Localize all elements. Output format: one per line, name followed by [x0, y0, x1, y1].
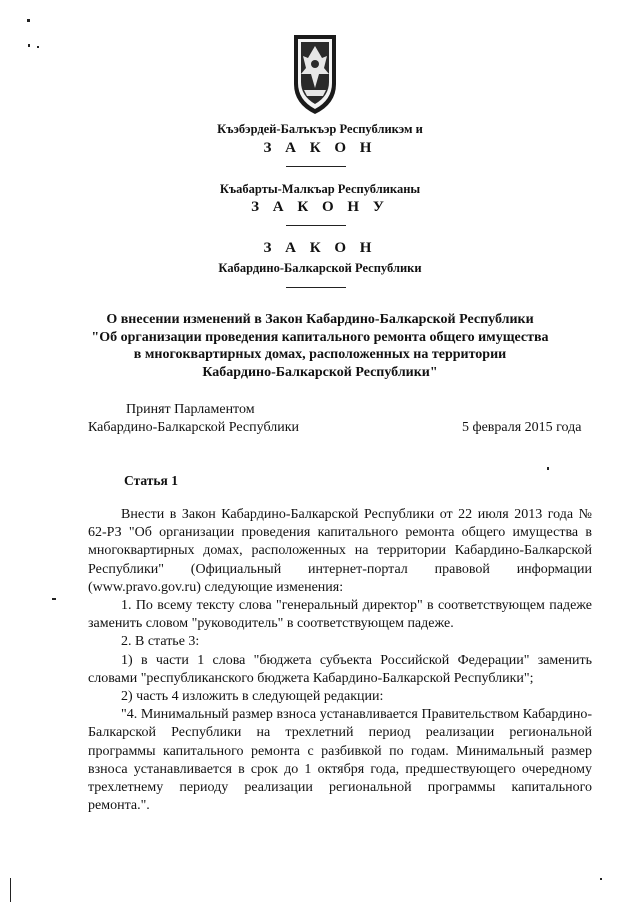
russian-law-title: З А К О Н	[263, 240, 377, 256]
divider-rule	[286, 225, 346, 226]
law-title-line: Кабардино-Балкарской Республики"	[202, 364, 438, 380]
law-title-line: "Об организации проведения капитального ремонта общего имущества	[91, 329, 549, 345]
article-paragraph: 2) часть 4 изложить в следующей редакции:	[121, 689, 384, 705]
scan-speck	[547, 467, 549, 470]
adopted-by-text: Принят Парламентом	[126, 402, 255, 417]
scan-edge-mark	[10, 878, 11, 902]
article-paragraph: 1. По всему тексту слова "генеральный директор" в соответствующем падеже заменить словом "руководитель" в соответствующем падеже.	[88, 598, 592, 632]
article-body	[88, 506, 592, 815]
article-paragraph: Внести в Закон Кабардино-Балкарской Республики от 22 июля 2013 года № 62-РЗ "Об организации проведения капитального ремонта общего имущества в многоквартирных домах, расположенных на территории Кабардино-Балкарской Республики" (Официальный интернет-портал правовой информации (www.pravo.gov.ru) следующие изменения:	[88, 507, 592, 595]
scan-speck	[28, 44, 30, 47]
article-paragraph: 2. В статье 3:	[121, 634, 200, 650]
article-paragraph: "4. Минимальный размер взноса устанавливается Правительством Кабардино-Балкарской Республики на трехлетний период реализации региональной программы капитального ремонта с разбивкой по годам. Минимальный размер взноса устанавливается в срок до 1 октября года, предшествующего очередному трехлетнему периоду реализации региональной программы капитального ремонта.".	[88, 707, 592, 814]
kabardian-header-line: Къэбэрдей-Балъкъэр Республикэм и	[217, 122, 423, 136]
adopting-republic-text: Кабардино-Балкарской Республики	[88, 420, 299, 435]
balkar-law-title: З А К О Н У	[251, 199, 389, 215]
coat-of-arms-emblem	[289, 32, 341, 116]
law-title-line: О внесении изменений в Закон Кабардино-Балкарской Республики	[106, 312, 534, 327]
scan-speck	[52, 598, 56, 600]
law-title-line: в многоквартирных домах, расположенных на территории	[133, 347, 507, 362]
scan-speck	[600, 878, 602, 880]
article-paragraph: 1) в части 1 слова "бюджета субъекта Российской Федерации" заменить словами "республиканского бюджета Кабардино-Балкарской Республики";	[88, 652, 592, 686]
divider-rule	[286, 287, 346, 288]
scan-speck	[37, 46, 39, 48]
scan-speck	[27, 19, 30, 22]
divider-rule	[286, 166, 346, 167]
law-title	[0, 311, 640, 381]
article-heading: Статья 1	[124, 473, 178, 488]
adoption-date: 5 февраля 2015 года	[462, 420, 582, 435]
kabardian-law-title: З А К О Н	[263, 140, 377, 156]
russian-header-line: Кабардино-Балкарской Республики	[218, 261, 422, 275]
balkar-header-line: Къабарты-Малкъар Республиканы	[219, 182, 421, 196]
